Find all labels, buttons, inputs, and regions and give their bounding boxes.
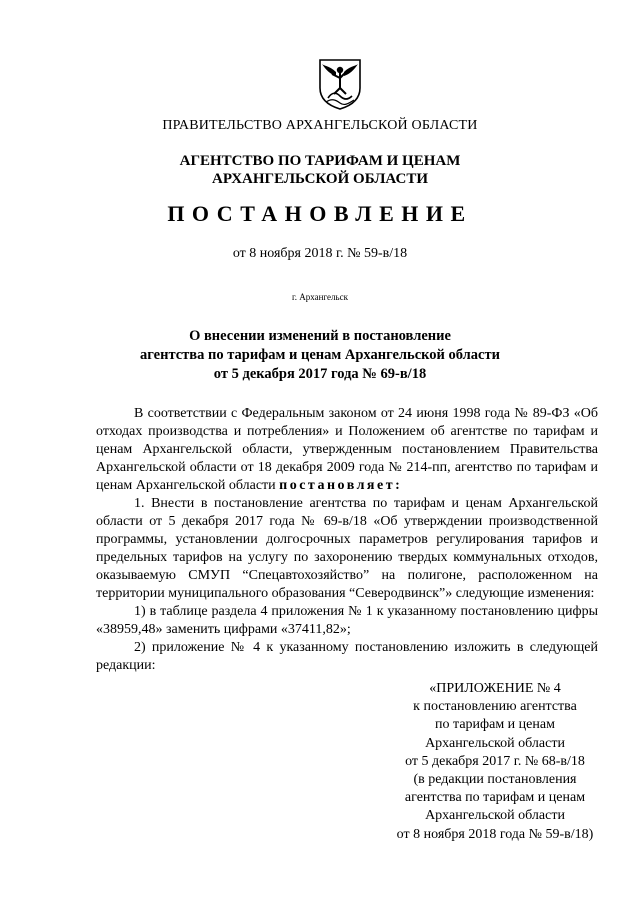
subject-line2: агентства по тарифам и ценам Архангельской области (140, 347, 500, 363)
appendix-line: Архангельской области (425, 735, 565, 751)
coat-of-arms-icon (318, 58, 362, 110)
preamble-text: В соответствии с Федеральным законом от 24 июня 1998 года № 89-ФЗ «Об отходах производства и потребления» и Положением об агентстве по тарифам и ценам Архангельской области, утвержденным постановлением Правительства Архангельской области от 18 декабря 2009 года № 214-пп, агентство по тарифам и ценам Архангельской области (96, 406, 598, 493)
decree-subject (0, 327, 640, 384)
decree-body (96, 405, 598, 675)
appendix-line: от 8 ноября 2018 года № 59-в/18) (396, 826, 594, 842)
appendix-header (370, 680, 620, 844)
subject-line3: от 5 декабря 2017 года № 69-в/18 (213, 366, 427, 382)
appendix-line: (в редакции постановления (413, 772, 577, 788)
decree-date-number: от 8 ноября 2018 г. № 59-в/18 (232, 246, 408, 261)
government-title: ПРАВИТЕЛЬСТВО АРХАНГЕЛЬСКОЙ ОБЛАСТИ (162, 118, 478, 133)
preamble-paragraph (96, 405, 598, 495)
item-1: 1. Внести в постановление агентства по тарифам и ценам Архангельской области от 5 декабря 2017 года № 69-в/18 «Об утверждении производственной программы, установлении долгосрочных параметров регулирования тарифов и предельных тарифов на услугу по захоронению твердых коммунальных отходов, оказываемую СМУП “Спецавтохозяйство” на полигоне, расположенном на территории муниципального образования “Северодвинск”» следующие изменения: (96, 496, 598, 601)
appendix-line: Архангельской области (425, 808, 565, 824)
appendix-line: по тарифам и ценам (435, 717, 555, 733)
appendix-line: «ПРИЛОЖЕНИЕ № 4 (429, 681, 561, 696)
item-1-subitem-2: 2) приложение № 4 к указанному постановлению изложить в следующей редакции: (96, 640, 598, 673)
appendix-line: агентства по тарифам и ценам (404, 790, 586, 806)
agency-title (0, 152, 640, 188)
document-type: ПОСТАНОВЛЕНИЕ (167, 201, 473, 226)
resolves-word: постановляет: (279, 478, 403, 493)
issue-city: г. Архангельск (292, 292, 348, 302)
appendix-line: к постановлению агентства (413, 699, 577, 715)
appendix-line: от 5 декабря 2017 г. № 68-в/18 (405, 753, 585, 769)
agency-title-line1: АГЕНТСТВО ПО ТАРИФАМ И ЦЕНАМ (179, 153, 461, 169)
agency-title-line2: АРХАНГЕЛЬСКОЙ ОБЛАСТИ (212, 171, 428, 187)
item-1-subitem-1: 1) в таблице раздела 4 приложения № 1 к указанному постановлению цифры «38959,48» заменить цифрами «37411,82»; (96, 604, 598, 637)
subject-line1: О внесении изменений в постановление (189, 328, 451, 344)
